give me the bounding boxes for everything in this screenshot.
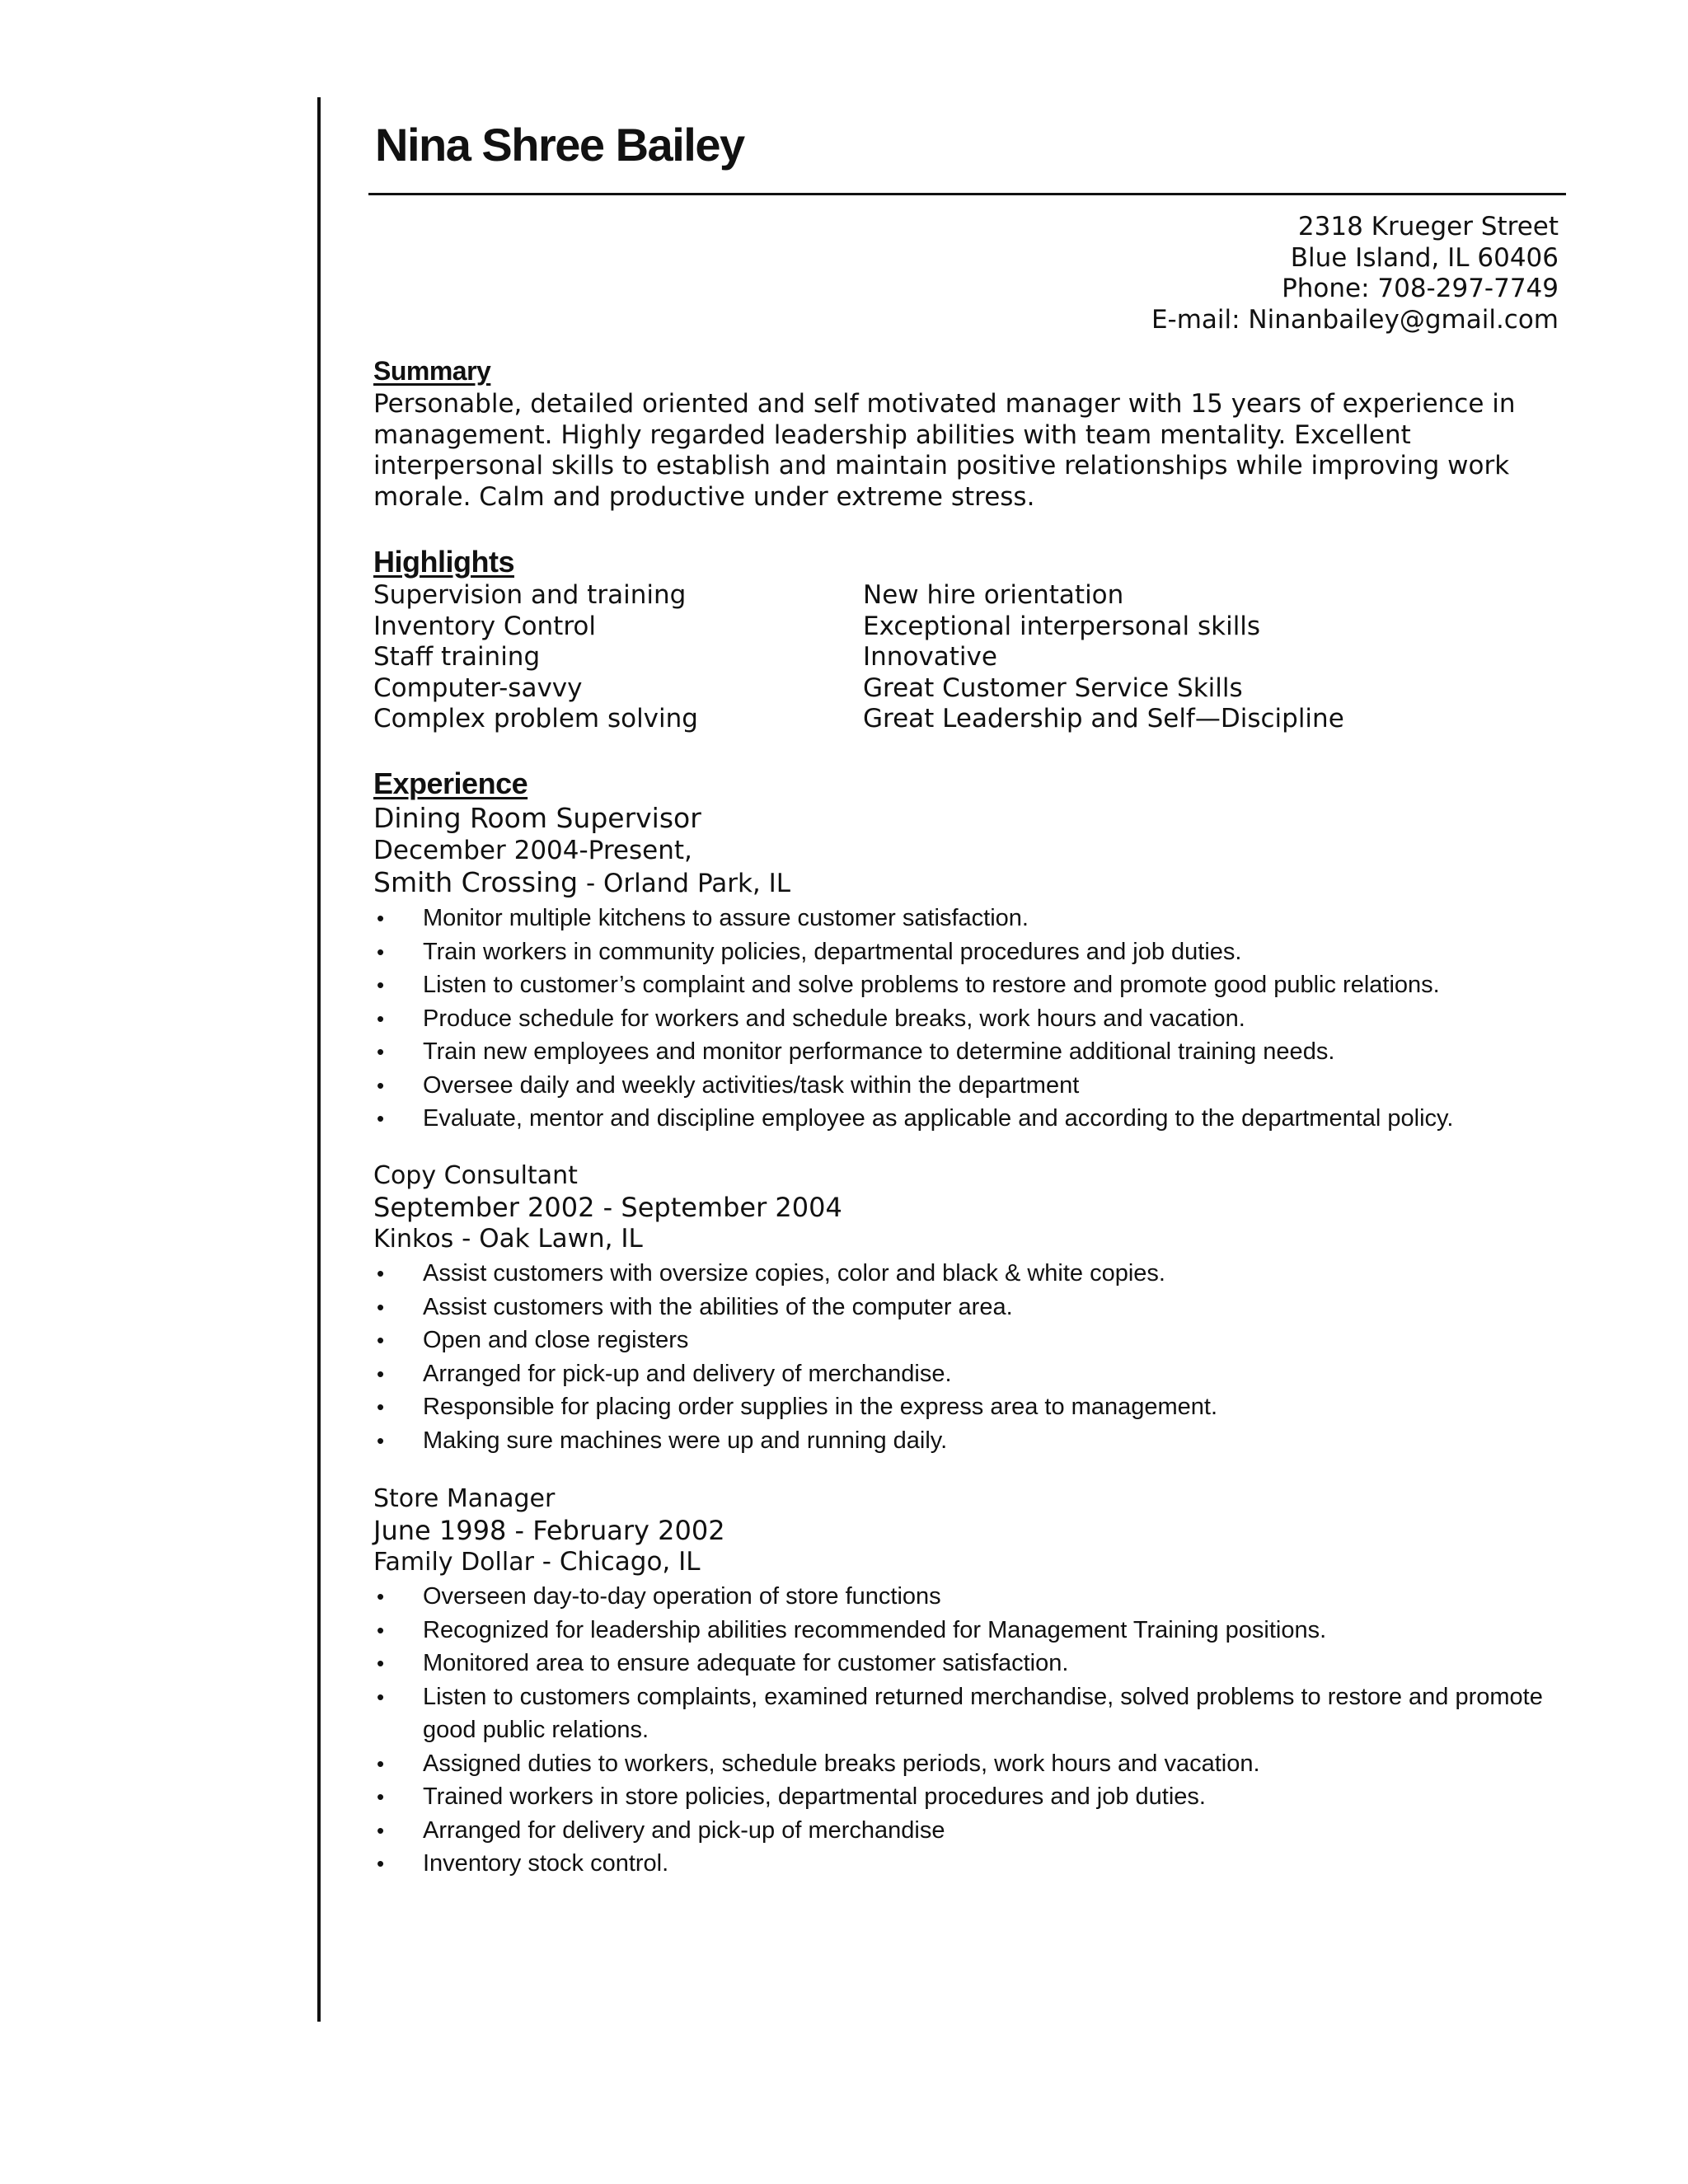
job-employer-line <box>373 1223 1568 1255</box>
job-title: Dining Room Supervisor <box>373 802 701 834</box>
bullet-icon: • <box>377 1361 385 1386</box>
duty-item: • Assist customers with the abilities of the computer area. <box>373 1291 1568 1324</box>
highlight-item: Staff training <box>373 642 541 672</box>
highlights-section <box>373 547 1568 735</box>
summary-text: Personable, detailed oriented and self motivated manager with 15 years of experience in management. Highly regarded leadership abilities with team mentality. Excellent interpersonal skills to establish and maintain positive relationships while improving work morale. Calm and productive under extreme stress. <box>373 389 1516 512</box>
duty-item: • Train workers in community policies, departmental procedures and job duties. <box>373 935 1568 969</box>
job-title: Store Manager <box>373 1484 556 1513</box>
duty-item: • Monitor multiple kitchens to assure customer satisfaction. <box>373 902 1568 935</box>
job-entry <box>373 1483 1568 1881</box>
employer-location: - Chicago, IL <box>533 1547 701 1577</box>
duty-item: • Inventory stock control. <box>373 1847 1568 1881</box>
bullet-icon: • <box>377 1261 385 1286</box>
job-employer-line <box>373 1546 1568 1578</box>
bullet-icon: • <box>377 1039 385 1064</box>
employer-name: Kinkos <box>373 1225 454 1254</box>
contact-block <box>1151 212 1559 335</box>
bullet-icon: • <box>377 1427 385 1453</box>
duty-item: • Monitored area to ensure adequate for customer satisfaction. <box>373 1647 1568 1680</box>
bullet-icon: • <box>377 1394 385 1419</box>
bullet-icon: • <box>377 1072 385 1098</box>
highlight-item: New hire orientation <box>863 580 1124 610</box>
duties-list <box>373 1257 1568 1457</box>
duty-item: • Produce schedule for workers and schedule breaks, work hours and vacation. <box>373 1002 1568 1036</box>
duties-list <box>373 902 1568 1136</box>
bullet-icon: • <box>377 1294 385 1319</box>
job-employer-line <box>373 866 1568 900</box>
highlight-item: Complex problem solving <box>373 704 698 733</box>
employer-name: Family Dollar <box>373 1548 534 1577</box>
highlight-item: Supervision and training <box>373 580 687 610</box>
bullet-icon: • <box>377 1684 385 1709</box>
highlight-item: Exceptional interpersonal skills <box>863 611 1261 641</box>
duty-item: • Train new employees and monitor performance to determine additional training needs. <box>373 1035 1568 1069</box>
name-underline-rule <box>368 193 1566 195</box>
job-title: Copy Consultant <box>373 1161 578 1190</box>
bullet-icon: • <box>377 1851 385 1876</box>
bullet-icon: • <box>377 1106 385 1131</box>
bullet-icon: • <box>377 972 385 997</box>
contact-phone: Phone: 708-297-7749 <box>1282 274 1559 303</box>
duty-item: • Arranged for pick-up and delivery of merchandise. <box>373 1357 1568 1391</box>
highlights-right-column <box>863 580 1522 735</box>
left-margin-rule <box>317 97 321 2022</box>
duty-item: • Listen to customer’s complaint and solve problems to restore and promote good public relations. <box>373 968 1568 1002</box>
duty-item: • Recognized for leadership abilities recommended for Management Training positions. <box>373 1614 1568 1647</box>
job-dates: September 2002 - September 2004 <box>373 1192 842 1223</box>
candidate-name: Nina Shree Bailey <box>375 119 744 171</box>
employer-location: - Oak Lawn, IL <box>453 1224 643 1254</box>
duties-list <box>373 1580 1568 1881</box>
bullet-icon: • <box>377 906 385 930</box>
duty-item: • Evaluate, mentor and discipline employee as applicable and according to the departmental policy. <box>373 1102 1568 1136</box>
duty-item: • Arranged for delivery and pick-up of merchandise <box>373 1814 1568 1848</box>
highlights-heading: Highlights <box>373 545 514 579</box>
duty-item: • Oversee daily and weekly activities/task within the department <box>373 1069 1568 1103</box>
duty-item: • Assist customers with oversize copies, color and black & white copies. <box>373 1257 1568 1291</box>
duty-item: • Open and close registers <box>373 1324 1568 1357</box>
job-entry <box>373 1160 1568 1457</box>
bullet-icon: • <box>377 1817 385 1843</box>
bullet-icon: • <box>377 939 385 964</box>
experience-heading: Experience <box>373 766 528 800</box>
summary-section <box>373 358 1568 513</box>
bullet-icon: • <box>377 1005 385 1031</box>
contact-street: 2318 Krueger Street <box>1297 212 1559 241</box>
job-dates: December 2004-Present, <box>373 836 692 865</box>
bullet-icon: • <box>377 1651 385 1675</box>
contact-email: E-mail: Ninanbailey@gmail.com <box>1151 304 1559 335</box>
duty-item: • Overseen day-to-day operation of store functions <box>373 1580 1568 1614</box>
duty-item: • Assigned duties to workers, schedule breaks periods, work hours and vacation. <box>373 1747 1568 1781</box>
employer-location: - Orland Park, IL <box>578 869 791 898</box>
duty-item: • Making sure machines were up and running daily. <box>373 1424 1568 1458</box>
highlights-left-column <box>373 580 863 735</box>
experience-section <box>373 766 1568 800</box>
bullet-icon: • <box>377 1584 385 1609</box>
contact-city: Blue Island, IL 60406 <box>1290 242 1559 273</box>
bullet-icon: • <box>377 1750 385 1776</box>
bullet-icon: • <box>377 1328 385 1352</box>
highlight-item: Great Leadership and Self—Discipline <box>863 704 1344 733</box>
job-entry <box>373 802 1568 1136</box>
highlight-item: Inventory Control <box>373 611 596 641</box>
highlight-item: Computer-savvy <box>373 673 583 703</box>
highlight-item: Great Customer Service Skills <box>863 673 1243 703</box>
highlight-item: Innovative <box>863 642 997 672</box>
job-dates: June 1998 - February 2002 <box>373 1515 725 1546</box>
employer-name: Smith Crossing <box>373 866 579 898</box>
duty-item: • Trained workers in store policies, departmental procedures and job duties. <box>373 1780 1568 1814</box>
highlights-grid <box>373 580 1568 735</box>
duty-item: • Responsible for placing order supplies in the express area to management. <box>373 1390 1568 1424</box>
bullet-icon: • <box>377 1784 385 1809</box>
duty-item: • Listen to customers complaints, examined returned merchandise, solved problems to restore and promote good public relations. <box>373 1680 1568 1747</box>
summary-heading: Summary <box>373 356 491 386</box>
bullet-icon: • <box>377 1617 385 1643</box>
